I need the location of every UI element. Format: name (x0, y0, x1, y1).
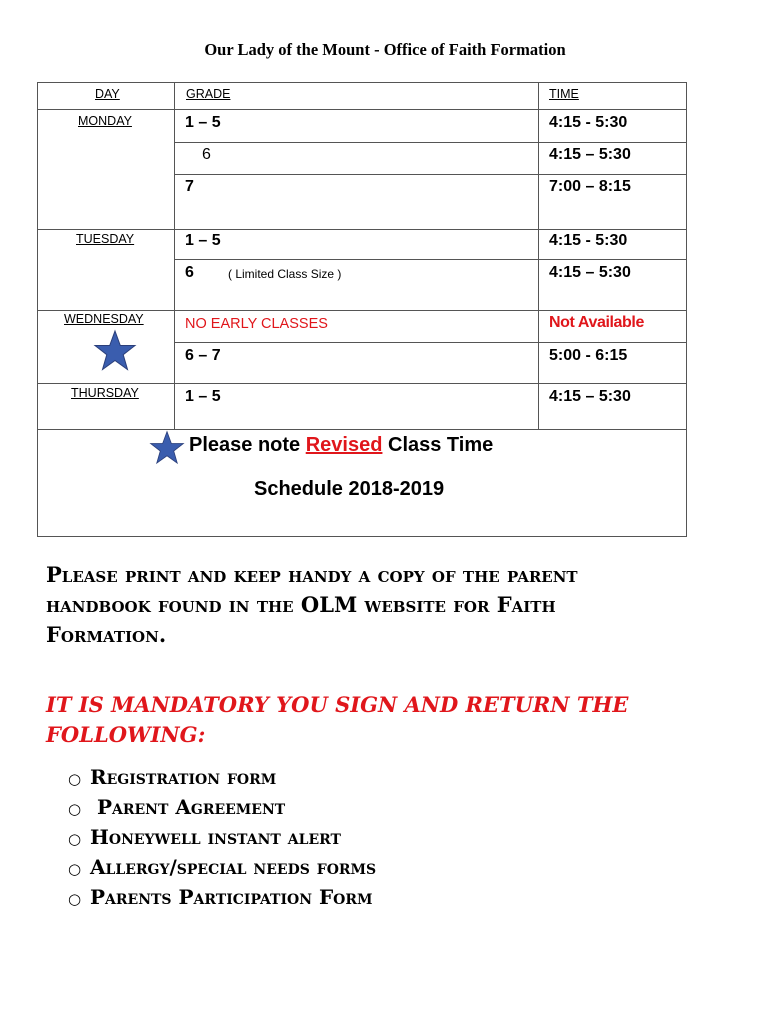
grade-cell: 6 (185, 264, 194, 281)
column-divider (538, 83, 539, 429)
column-divider (174, 83, 175, 429)
star-icon (93, 329, 137, 373)
row-divider (175, 259, 686, 260)
list-item-label: Parent Agreement (90, 795, 286, 819)
time-cell: 4:15 – 5:30 (549, 388, 631, 405)
grade-cell: 1 – 5 (185, 388, 221, 405)
day-wednesday: WEDNESDAY (64, 312, 144, 326)
time-cell: 7:00 – 8:15 (549, 178, 631, 195)
star-icon (149, 430, 185, 466)
note-suffix: Class Time (382, 434, 494, 456)
time-cell: 4:15 – 5:30 (549, 264, 631, 281)
time-cell: 4:15 - 5:30 (549, 114, 628, 131)
time-cell: 4:15 – 5:30 (549, 146, 631, 163)
row-divider (38, 310, 686, 311)
header-grade: GRADE (186, 87, 231, 101)
list-item-label: Allergy/special needs forms (90, 855, 377, 879)
handbook-line: Formation. (46, 622, 167, 647)
list-item (68, 792, 376, 822)
circle-bullet-icon: ○ (68, 800, 82, 818)
list-item-label: Parents Participation Form (90, 885, 373, 909)
list-item (68, 822, 376, 852)
note-prefix: Please note (189, 434, 306, 456)
grade-cell: 6 – 7 (185, 347, 221, 364)
circle-bullet-icon: ○ (68, 890, 82, 908)
row-divider (175, 142, 686, 143)
row-divider (38, 383, 686, 384)
day-monday: MONDAY (78, 114, 132, 128)
grade-cell: 6 (202, 146, 211, 163)
limited-class-note: ( Limited Class Size ) (228, 267, 342, 281)
list-item-label: Registration form (90, 765, 277, 789)
grade-cell: 1 – 5 (185, 232, 221, 249)
no-early-classes-label: NO EARLY CLASSES (185, 316, 328, 332)
time-cell: 4:15 - 5:30 (549, 232, 628, 249)
schedule-table (37, 82, 687, 537)
required-forms-list (68, 762, 376, 912)
mandatory-line: FOLLOWING: (46, 722, 206, 747)
circle-bullet-icon: ○ (68, 860, 82, 878)
list-item (68, 762, 376, 792)
list-item-label: Honeywell instant alert (90, 825, 341, 849)
page-title: Our Lady of the Mount - Office of Faith Formation (204, 40, 566, 59)
header-day: DAY (95, 87, 120, 101)
grade-cell: 1 – 5 (185, 114, 221, 131)
handbook-line: handbook found in the OLM website for Faith (46, 592, 556, 617)
schedule-year: Schedule 2018-2019 (254, 478, 445, 500)
not-available-label: Not Available (549, 314, 644, 331)
list-item (68, 882, 376, 912)
circle-bullet-icon: ○ (68, 830, 82, 848)
row-divider (38, 229, 686, 230)
handbook-line: Please print and keep handy a copy of the parent (46, 562, 578, 587)
day-thursday: THURSDAY (71, 386, 139, 400)
revised-schedule-note (189, 434, 493, 457)
row-divider (38, 109, 686, 110)
header-time: TIME (549, 87, 579, 101)
row-divider (175, 174, 686, 175)
mandatory-heading (46, 690, 686, 750)
day-tuesday: TUESDAY (76, 232, 135, 246)
grade-cell: 7 (185, 178, 194, 195)
mandatory-line: IT IS MANDATORY YOU SIGN AND RETURN THE (46, 692, 629, 717)
row-divider (38, 429, 686, 430)
row-divider (175, 342, 686, 343)
time-cell: 5:00 - 6:15 (549, 347, 628, 364)
circle-bullet-icon: ○ (68, 770, 82, 788)
note-highlight: Revised (305, 434, 383, 456)
list-item (68, 852, 376, 882)
